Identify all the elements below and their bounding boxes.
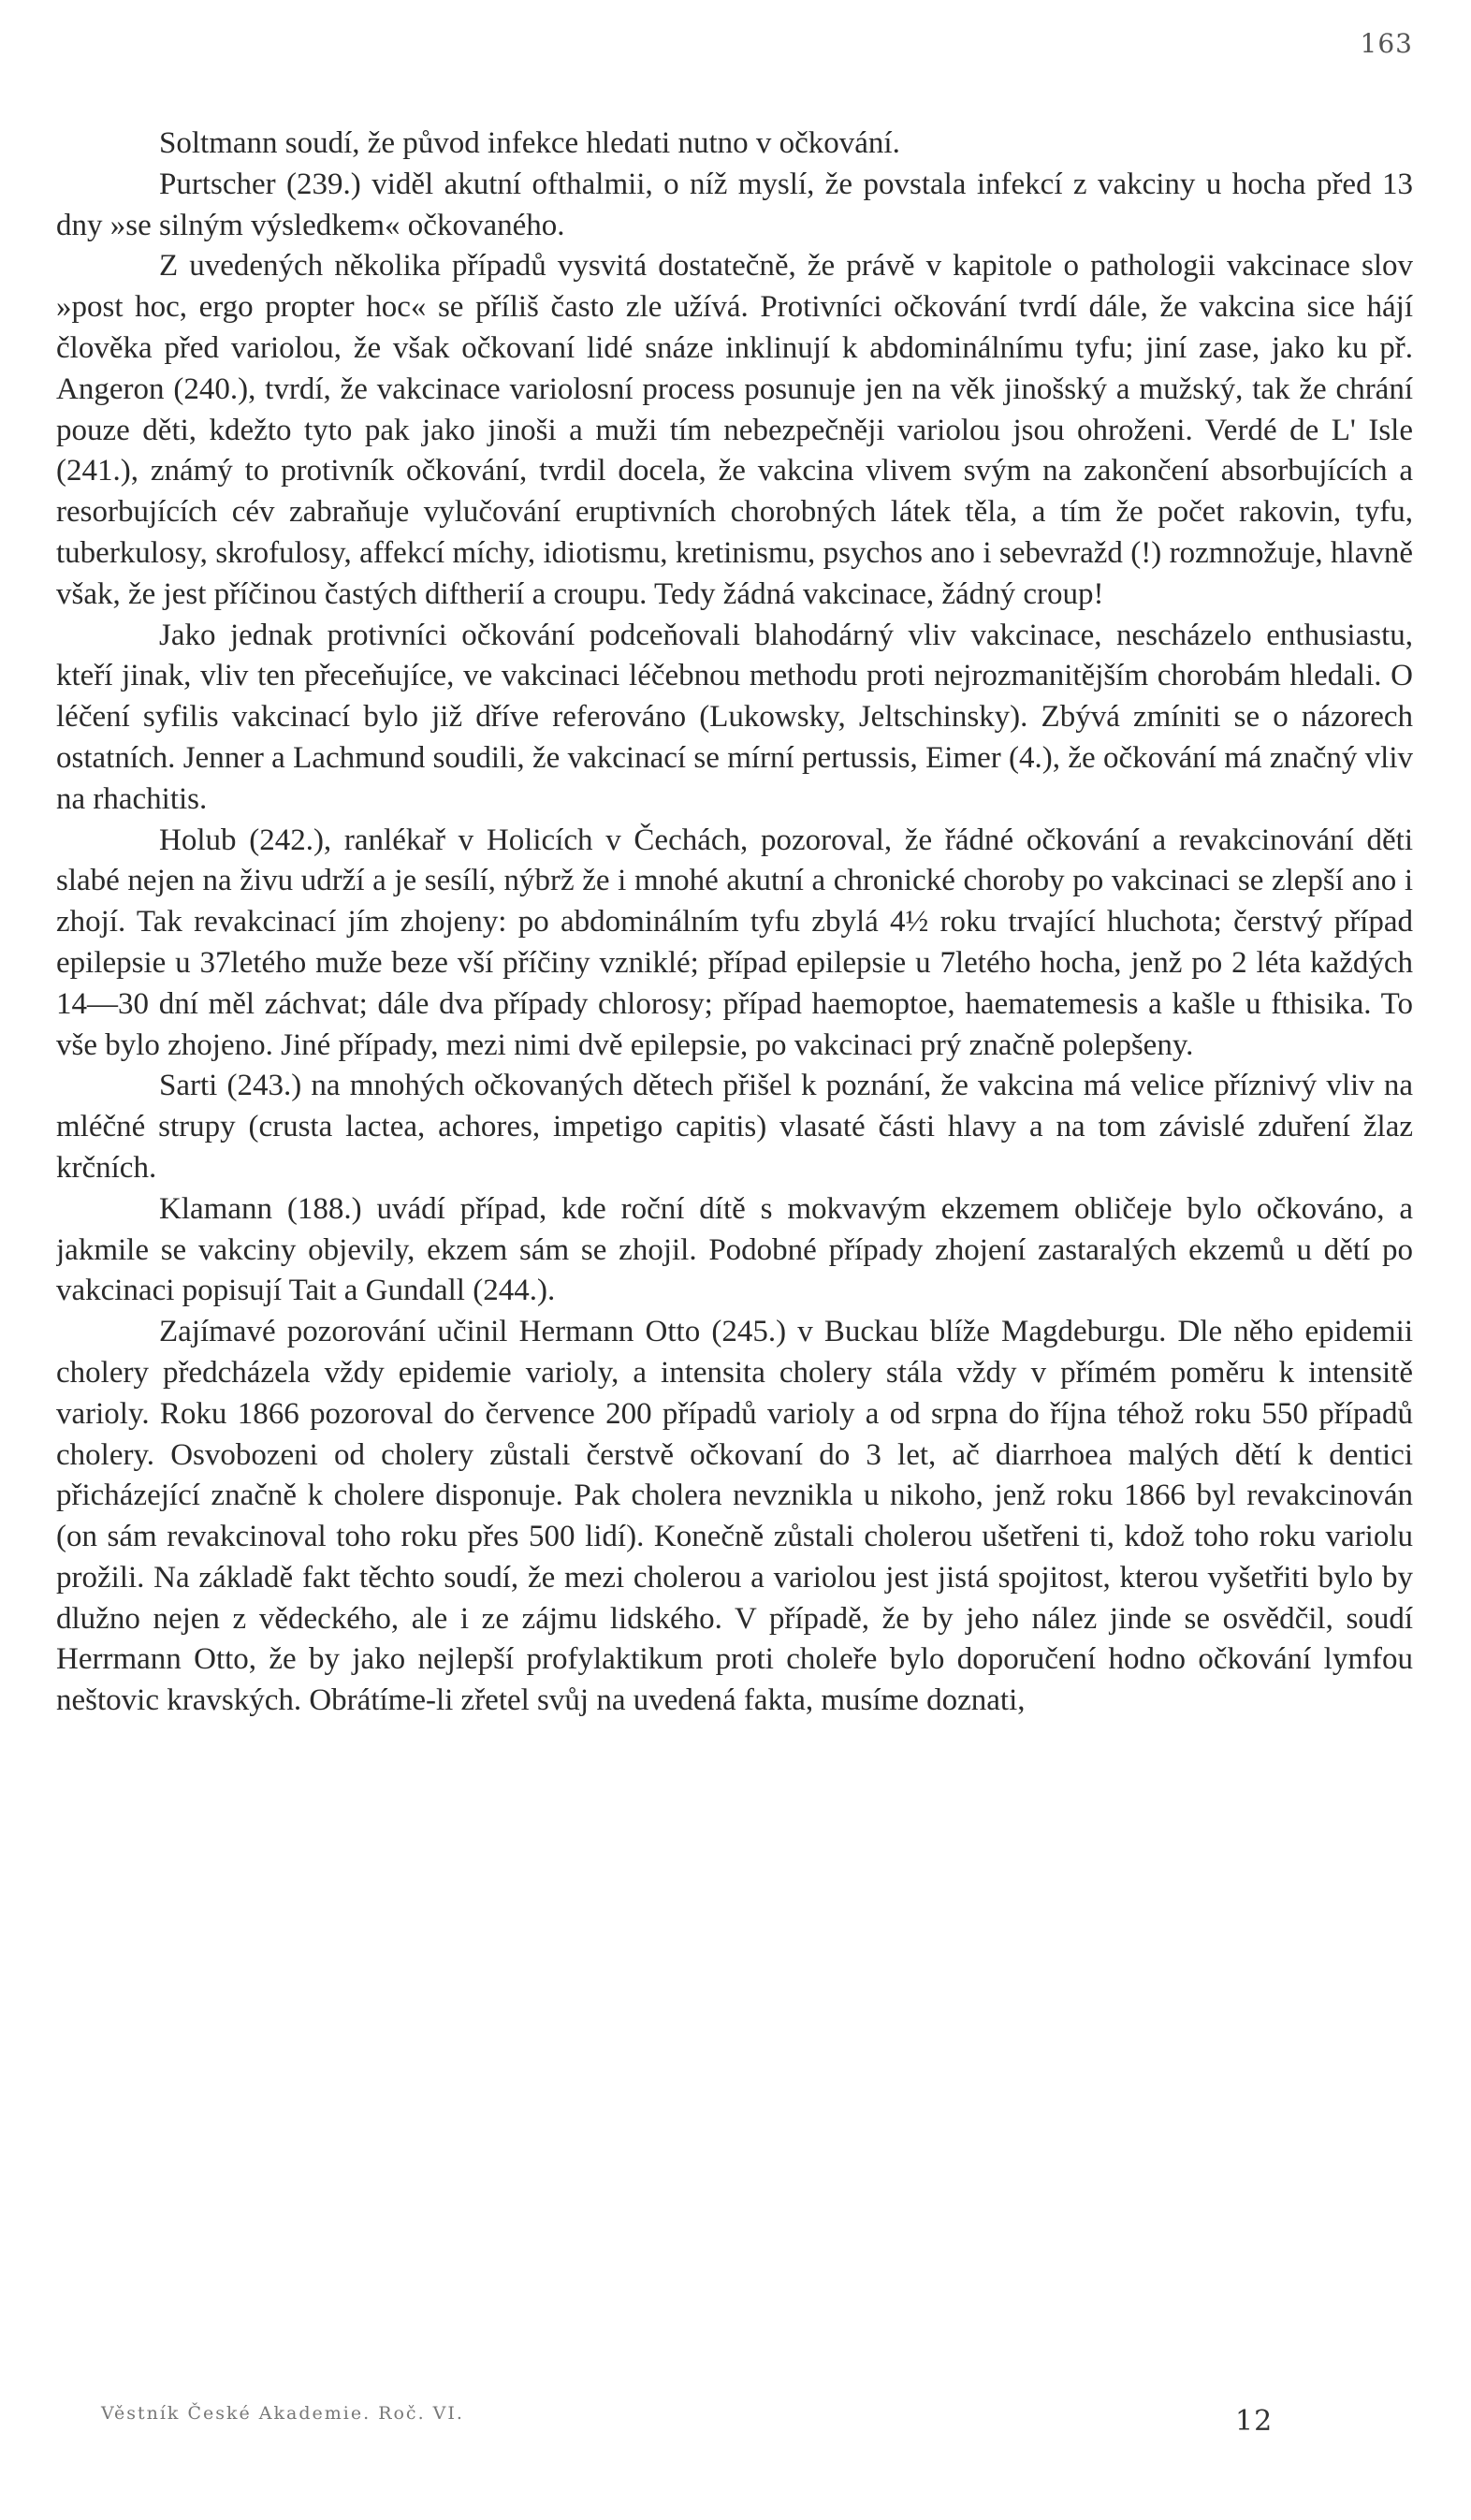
body-text (56, 124, 1413, 2379)
journal-signature: Věstník České Akademie. Roč. VI. (101, 2403, 464, 2424)
sheet-number: 12 (1235, 2405, 1274, 2438)
paragraph: Holub (242.), ranlékař v Holicích v Čechách, pozoroval, že řádné očkování a revakcinování děti slabé nejen na živu udrží a je sesílí, nýbrž že i mnohé akutní a chronické choroby po vakcinaci se zlepší ano i zhojí. Tak revakcinací jím zhojeny: po abdominálním tyfu zbylá 4½ roku trvající hluchota; čerstvý případ epilepsie u 37letého muže beze vší příčiny vzniklé; případ epilepsie u 7letého hocha, jenž po 2 léta každých 14—30 dní měl záchvat; dále dva případy chlorosy; případ haemoptoe, haematemesis a kašle u fthisika. To vše bylo zhojeno. Jiné případy, mezi nimi dvě epilepsie, po vakcinaci prý značně polepšeny. (56, 823, 1413, 1062)
paragraph: Purtscher (239.) viděl akutní ofthalmii, o níž myslí, že povstala infekcí z vakciny u hocha před 13 dny »se silným výsledkem« očkovaného. (56, 167, 1413, 242)
paragraph: Z uvedených několika případů vysvitá dostatečně, že právě v kapitole o pathologii vakcinace slov »post hoc, ergo propter hoc« se příliš často zle užívá. Protivníci očkování tvrdí dále, že vakcina sice hájí člověka před variolou, že však očkovaní lidé snáze inklinují k abdominálnímu tyfu; jiní zase, jako ku př. Angeron (240.), tvrdí, že vakcinace variolosní process posunuje jen na věk jinošský a mužský, tak že chrání pouze děti, kdežto tyto pak jako jinoši a muži tím nebezpečněji variolou jsou ohroženi. Verdé de L' Isle (241.), známý to protivník očkování, tvrdil docela, že vakcina vlivem svým na zakončení absorbujících a resorbujících cév zabraňuje vylučování eruptivních chorobných látek těla, a tím že počet rakovin, tyfu, tuberkulosy, skrofulosy, affekcí míchy, idiotismu, kretinismu, psychos ano i sebevražd (!) rozmnožuje, hlavně však, že jest příčinou častých diftherií a croupu. Tedy žádná vakcinace, žádný croup! (56, 249, 1413, 611)
paragraph: Jako jednak protivníci očkování podceňovali blahodárný vliv vakcinace, nescházelo enthusiastu, kteří jinak, vliv ten přeceňujíce, ve vakcinaci léčebnou methodu proti nejrozmanitějším chorobám hledali. O léčení syfilis vakcinací bylo již dříve referováno (Lukowsky, Jeltschinsky). Zbývá zmíniti se o názorech ostatních. Jenner a Lachmund soudili, že vakcinací se mírní pertussis, Eimer (4.), že očkování má značný vliv na rhachitis. (56, 618, 1413, 816)
paragraph: Soltmann soudí, že původ infekce hledati nutno v očkování. (159, 126, 900, 160)
paragraph: Zajímavé pozorování učinil Hermann Otto (245.) v Buckau blíže Magdeburgu. Dle něho epidemii cholery předcházela vždy epidemie varioly, a intensita cholery stála vždy v přímém poměru k intensitě varioly. Roku 1866 pozoroval do července 200 případů varioly a od srpna do října téhož roku 550 případů cholery. Osvobozeni od cholery zůstali čerstvě očkovaní do 3 let, ač diarrhoea malých dětí k dentici přicházející značně k cholere disponuje. Pak cholera nevznikla u nikoho, jenž roku 1866 byl revakcinován (on sám revakcinoval toho roku přes 500 lidí). Konečně zůstali cholerou ušetřeni ti, kdož toho roku variolu prožili. Na základě fakt těchto soudí, že mezi cholerou a variolou jest jistá spojitost, kterou vyšetřiti bylo by dlužno nejen z vědeckého, ale i ze zájmu lidského. V případě, že by jeho nález jinde se osvědčil, soudí Herrmann Otto, že by jako nejlepší profylaktikum proti choleře bylo doporučení hodno očkování lymfou neštovic kravských. Obrátíme-li zřetel svůj na uvedená fakta, musíme doznati, (56, 1315, 1413, 1718)
paragraph: Klamann (188.) uvádí případ, kde roční dítě s mokvavým ekzemem obličeje bylo očkováno, a jakmile se vakciny objevily, ekzem sám se zhojil. Podobné případy zhojení zastaralých ekzemů u dětí po vakcinaci popisují Tait a Gundall (244.). (56, 1191, 1413, 1308)
page-number: 163 (1360, 28, 1413, 59)
paragraph: Sarti (243.) na mnohých očkovaných dětech přišel k poznání, že vakcina má velice příznivý vliv na mléčné strupy (crusta lactea, achores, impetigo capitis) vlasaté části hlavy a na tom závislé zduření žlaz krčních. (56, 1069, 1413, 1185)
